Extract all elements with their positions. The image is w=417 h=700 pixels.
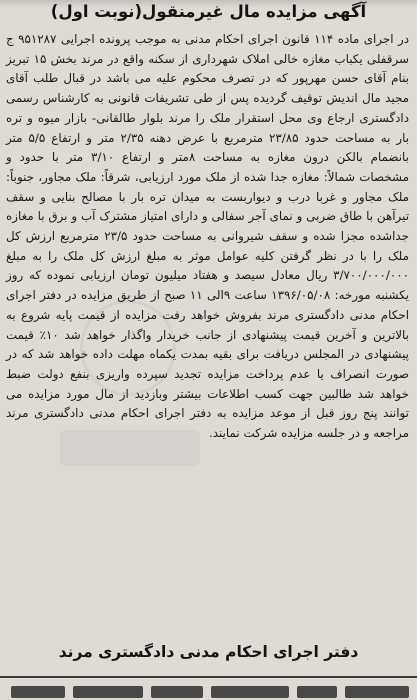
cut-off-next-ad: [0, 684, 417, 700]
cut-off-text-fragment: [73, 686, 143, 698]
separator-rule: [0, 676, 417, 678]
notice-body: در اجرای ماده ۱۱۴ قانون اجرای احکام مدنی به موجب پرونده اجرایی ۹۵۱۲۸۷ ج سرقفلی یکباب مغازه خالی املاک شهرداری از سکنه واقع در مرند بخش ۱۵ تبریز بنام آقای حسن مهرپور که در تصرف محکوم علیه می باشد در قبال طلب آقای مجید مال اندیش توقیف گردیده پس از طی تشریفات قانونی به کارشناس رسمی دادگستری ارجاع وی محل استقرار ملک را مرند بلوار طالقانی- بازار میوه و تره بار به مساحت حدود ۲۳/۸۵ مترمربع با عرض دهنه ۲/۳۵ متر و ارتفاع ۵/۵ متر بانضمام بالکن درون مغازه به مساحت ۸متر و ارتفاع ۳/۱۰ متر با حدود و مشخصات شمالاً: مغازه جدا شده از ملک مورد ارزیابی، شرقاً: ملک مجاور، جنوباً: ملک مجاور و غربا درب و دیواربست به میدان تره بار با مصالح بنایی و سقف تیرآهن با طاق ضربی و نمای آجر سفالی و دارای امتیاز مشترک آب و برق با مغازه جداشده مجزا شده و سقف شیروانی به مساحت حدود ۲۳/۵ مترمربع ارزش کل ملک را با در نظر گرفتن کلیه عوامل موثر به مبلغ ارزش کل ملک را به مبلغ ۳/۷۰۰/۰۰۰/۰۰۰ ریال معادل سیصد و هفتاد میلیون تومان ارزیابی نموده که روز یکشنبه مورخه: ۱۳۹۶/۰۵/۰۸ ساعت ۹الی ۱۱ صبح از طریق مزایده در دفتر اجرای احکام مدنی دادگستری مرند بفروش خواهد رفت مزایده از قیمت پایه شروع به بالاترین و آخرین قیمت پیشنهادی از جانب خریدار واگذار خواهد شد ۱۰٪ قیمت پیشنهادی در المجلس دریافت برای بقیه بمدت یکماه مهلت داده خواهد شد که در صورت انصراف یا عدم پرداخت مزایده تجدید سپرده واریزی بنفع دولت ضبط خواهد شد طالبین جهت کسب اطلاعات بیشتر وبازدید از مال مورد مزایده می توانند پنج روز قبل از موعد مزایده به دفتر اجرای احکام مدنی دادگستری مرند مراجعه و در جلسه مزایده شرکت نمایند.: [6, 32, 410, 441]
cut-off-text-fragment: [211, 686, 289, 698]
notice-signature: دفتر اجرای احکام مدنی دادگستری مرند: [58, 643, 359, 661]
cut-off-text-fragment: [297, 686, 337, 698]
cut-off-text-fragment: [11, 686, 65, 698]
cut-off-text-fragment: [345, 686, 409, 698]
cut-off-text-fragment: [151, 686, 203, 698]
notice-title: آگهی مزایده مال غیرمنقول(نوبت اول): [50, 2, 367, 21]
